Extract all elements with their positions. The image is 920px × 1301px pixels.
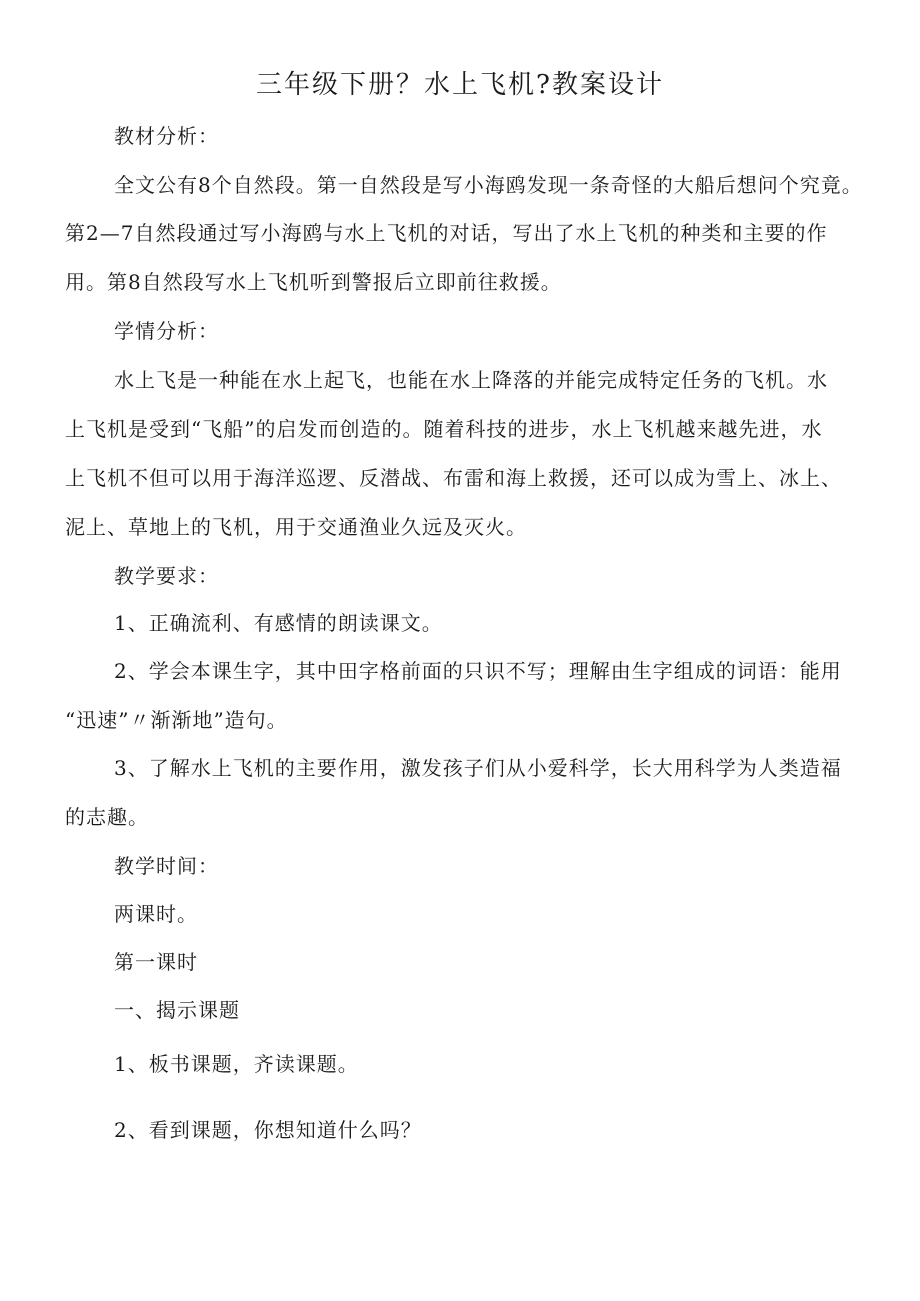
section-heading-student-analysis: 学情分析：: [114, 319, 219, 343]
paragraph-line: 全文公有8个自然段。第一自然段是写小海鸥发现一条奇怪的大船后想问个究竟。: [114, 173, 863, 197]
requirement-item-2: 2、学会本课生字，其中田字格前面的只识不写；理解由生字组成的词语：能用: [114, 659, 842, 683]
step-heading: 一、揭示课题: [114, 998, 240, 1022]
paragraph-line: 上飞机不但可以用于海洋巡逻、反潜战、布雷和海上救援，还可以成为雪上、冰上、: [65, 466, 842, 490]
paragraph-line: 用。第8自然段写水上飞机听到警报后立即前往救援。: [65, 270, 562, 294]
paragraph-line: 水上飞是一种能在水上起飞，也能在水上降落的并能完成特定任务的飞机。水: [114, 368, 828, 392]
teaching-time-value: 两课时。: [114, 902, 198, 926]
requirement-item-2-continued: “迅速”〃渐渐地”造句。: [65, 708, 288, 732]
requirement-item-1: 1、正确流利、有感情的朗读课文。: [114, 611, 443, 635]
section-heading-teaching-time: 教学时间：: [114, 854, 219, 878]
step-item-1: 1、板书课题，齐读课题。: [114, 1052, 359, 1076]
requirement-item-3-continued: 的志趣。: [65, 805, 149, 829]
document-title: 三年级下册？水上飞机?教案设计: [256, 70, 664, 100]
step-item-2: 2、看到课题，你想知道什么吗？: [114, 1118, 422, 1142]
paragraph-line: 第2—7自然段通过写小海鸥与水上飞机的对话，写出了水上飞机的种类和主要的作: [65, 221, 828, 245]
section-heading-teaching-requirements: 教学要求：: [114, 564, 219, 588]
section-heading-textbook-analysis: 教材分析：: [114, 124, 219, 148]
lesson-heading: 第一课时: [114, 950, 198, 974]
requirement-item-3: 3、了解水上飞机的主要作用，激发孩子们从小爱科学，长大用科学为人类造福: [114, 756, 842, 780]
paragraph-line: 泥上、草地上的飞机，用于交通渔业久远及灭火。: [65, 515, 527, 539]
paragraph-line: 上飞机是受到“飞船”的启发而创造的。随着科技的进步，水上飞机越来越先进，水: [65, 417, 823, 441]
